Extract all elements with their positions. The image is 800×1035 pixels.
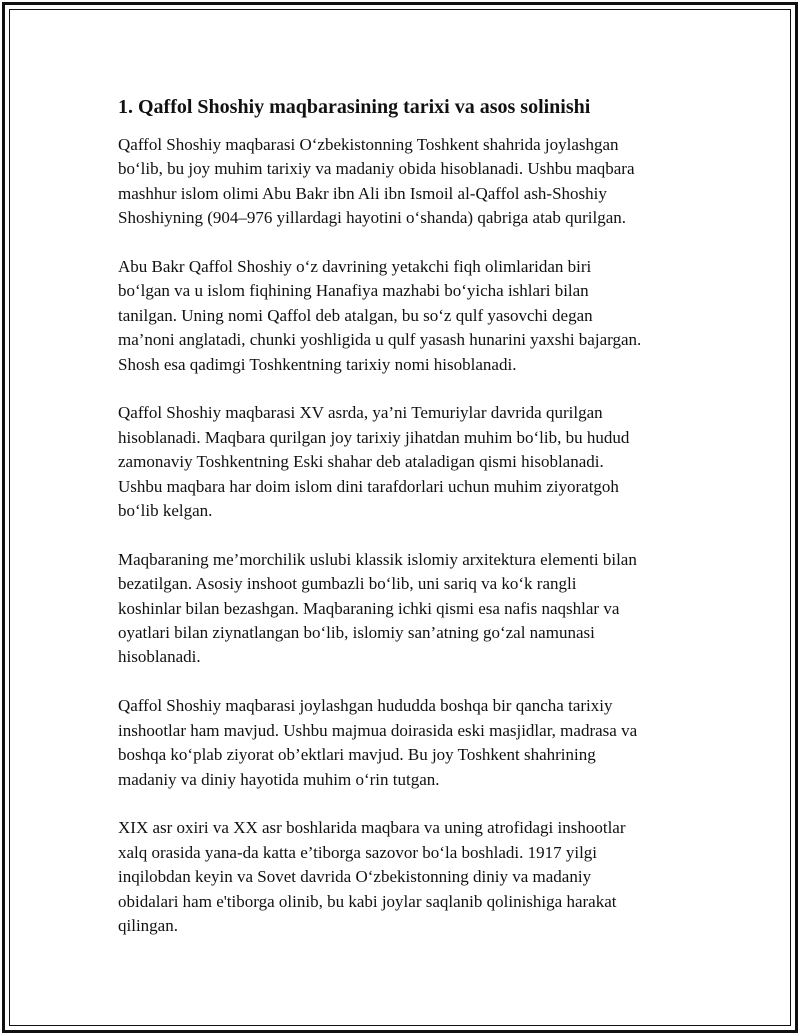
paragraph-line: ma’noni anglatadi, chunki yoshligida u qulf yasash hunarini yaxshi bajargan. [118, 330, 642, 350]
paragraph-line: Maqbaraning me’morchilik uslubi klassik islomiy arxitektura elementi bilan [118, 549, 637, 569]
paragraph-line: qilingan. [118, 915, 178, 935]
paragraph [118, 694, 698, 792]
document-page [118, 95, 698, 963]
paragraph-line: xalq orasida yana-da katta e’tiborga sazovor boʻla boshladi. 1917 yilgi [118, 842, 598, 862]
document-body [118, 133, 698, 938]
paragraph-line: Qaffol Shoshiy maqbarasi Oʻzbekistonning Toshkent shahrida joylashgan [118, 135, 619, 154]
paragraph-line: obidalari ham e'tiborga olinib, bu kabi joylar saqlanib qolinishiga harakat [118, 891, 617, 911]
paragraph [118, 255, 698, 377]
paragraph [118, 401, 698, 523]
paragraph-line: boʻlib, bu joy muhim tarixiy va madaniy obida hisoblanadi. Ushbu maqbara [118, 159, 635, 179]
paragraph-line: Qaffol Shoshiy maqbarasi joylashgan hududda boshqa bir qancha tarixiy [118, 696, 613, 716]
paragraph-line: koshinlar bilan bezashgan. Maqbaraning ichki qismi esa nafis naqshlar va [118, 598, 620, 618]
paragraph-line: boʻlib kelgan. [118, 501, 213, 521]
paragraph-line: zamonaviy Toshkentning Eski shahar deb ataladigan qismi hisoblanadi. [118, 452, 604, 472]
paragraph-line: Ushbu maqbara har doim islom dini tarafdorlari uchun muhim ziyoratgoh [118, 476, 619, 496]
paragraph-line: boʻlgan va u islom fiqhining Hanafiya mazhabi boʻyicha ishlari bilan [118, 281, 589, 301]
paragraph-line: oyatlari bilan ziynatlangan boʻlib, islomiy san’atning goʻzal namunasi [118, 623, 595, 643]
section-title: 1. Qaffol Shoshiy maqbarasining tarixi va asos solinishi [118, 96, 591, 118]
paragraph-line: inqilobdan keyin va Sovet davrida Oʻzbekistonning diniy va madaniy [118, 867, 592, 887]
paragraph-line: hisoblanadi. Maqbara qurilgan joy tarixiy jihatdan muhim boʻlib, bu hudud [118, 427, 630, 447]
paragraph-line: hisoblanadi. [118, 647, 201, 667]
paragraph-line: tanilgan. Uning nomi Qaffol deb atalgan, bu soʻz qulf yasovchi degan [118, 305, 593, 325]
paragraph-line: Shosh esa qadimgi Toshkentning tarixiy nomi hisoblanadi. [118, 354, 517, 374]
paragraph [118, 548, 698, 670]
paragraph-line: mashhur islom olimi Abu Bakr ibn Ali ibn Ismoil al-Qaffol ash-Shoshiy [118, 183, 607, 203]
paragraph-line: boshqa koʻplab ziyorat ob’ektlari mavjud. Bu joy Toshkent shahrining [118, 745, 596, 765]
paragraph [118, 816, 698, 938]
paragraph-line: inshootlar ham mavjud. Ushbu majmua doirasida eski masjidlar, madrasa va [118, 720, 638, 740]
paragraph-line: Shoshiyning (904–976 yillardagi hayotini oʻshanda) qabriga atab qurilgan. [118, 208, 627, 228]
paragraph [118, 133, 698, 231]
paragraph-line: Qaffol Shoshiy maqbarasi XV asrda, ya’ni Temuriylar davrida qurilgan [118, 403, 603, 423]
paragraph-line: madaniy va diniy hayotida muhim oʻrin tutgan. [118, 769, 440, 789]
paragraph-line: XIX asr oxiri va XX asr boshlarida maqbara va uning atrofidagi inshootlar [118, 818, 626, 838]
paragraph-line: bezatilgan. Asosiy inshoot gumbazli boʻlib, uni sariq va koʻk rangli [118, 574, 577, 594]
paragraph-line: Abu Bakr Qaffol Shoshiy oʻz davrining yetakchi fiqh olimlaridan biri [118, 257, 592, 277]
